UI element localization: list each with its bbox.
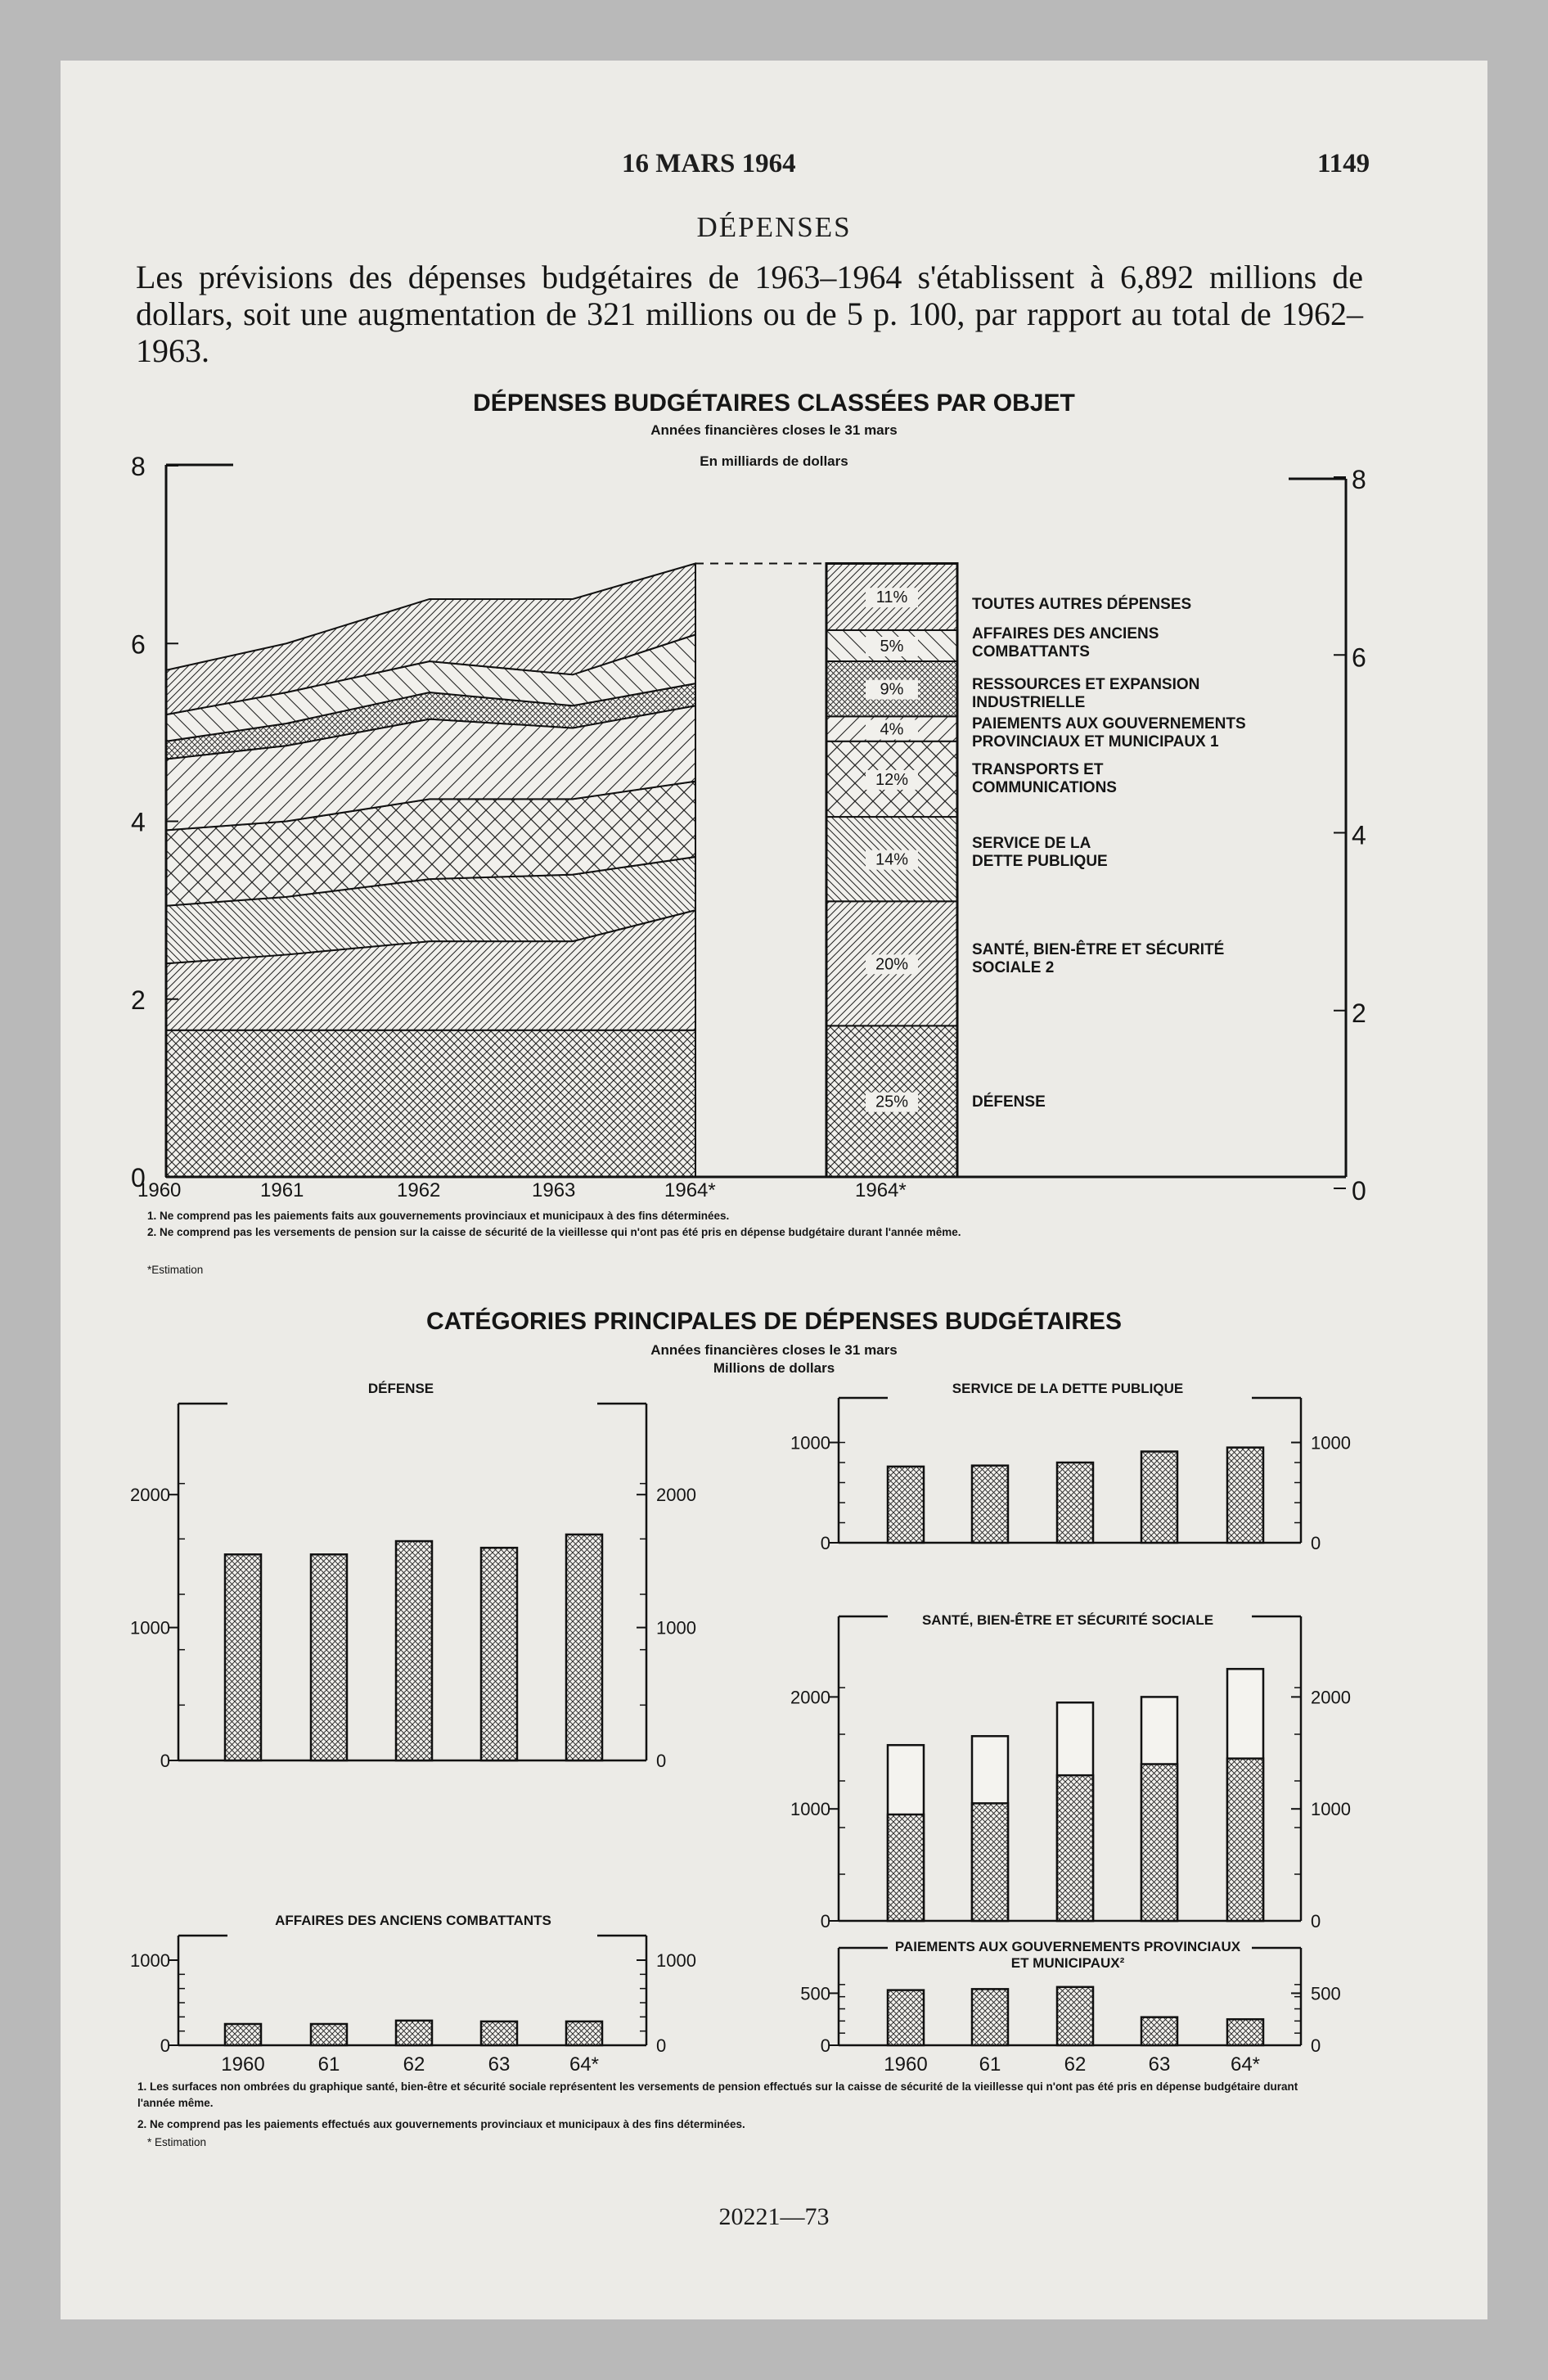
x-tick-1: 1961 [260,1179,304,1201]
chart2-footnote-1: 1. Les surfaces non ombrées du graphique santé, bien-être et sécurité sociale représentent les versements de pension effectués sur la caisse de sécurité de la vieillesse qui n'ont pas été pris en dépense budgétaire durant l'année même. [137,2080,1298,2109]
legend-label-3-0: PAIEMENTS AUX GOUVERNEMENTS [972,715,1246,732]
chart1-subtitle-unit: En milliards de dollars [700,453,848,469]
panel-anciens-combattants [130,1913,696,2056]
chart1-title: DÉPENSES BUDGÉTAIRES CLASSÉES PAR OBJET [473,390,1075,417]
panel-dette-publique-ytick-right-1000: 1000 [1311,1432,1351,1454]
panel-sante-bien-etre-ytick-right-2000: 2000 [1311,1687,1351,1708]
y-tick-right-6: 6 [1352,642,1366,673]
panel-sante-bien-etre-bar-0 [888,1814,924,1921]
x-label-left-0: 1960 [221,2053,265,2076]
legend-label-1-1: COMBATTANTS [972,643,1090,660]
panel-sante-bien-etre-bar-3 [1141,1764,1177,1921]
x-label-right-1: 61 [979,2053,1001,2076]
chart1 [131,452,1366,1206]
legend-label-3-1: PROVINCIAUX ET MUNICIPAUX 1 [972,733,1219,751]
panel-anciens-combattants-title-0: AFFAIRES DES ANCIENS COMBATTANTS [275,1913,551,1928]
bar1964-pct-0: 25% [875,1093,909,1111]
x-tick-3: 1963 [532,1179,576,1201]
bar1964-pct-7: 11% [875,588,908,607]
panel-paiements-gouvernements-ytick-left-0: 0 [820,2035,830,2056]
x-label-right-2: 62 [1064,2053,1087,2076]
x-tick-4: 1964* [664,1179,716,1201]
y-tick-right-0: 0 [1352,1176,1366,1206]
bar1964-pct-2: 14% [875,850,909,869]
x-label-left-4: 64* [569,2053,600,2076]
bar1964-pct-6: 5% [880,637,904,656]
panel-paiements-gouvernements-title-1: ET MUNICIPAUX² [1010,1955,1125,1971]
panel-anciens-combattants-bar-0 [225,2024,261,2045]
x-label-right-4: 64* [1230,2053,1261,2076]
y-tick-right-4: 4 [1352,820,1366,850]
panel-paiements-gouvernements-bar-0 [888,1990,924,2045]
panel-anciens-combattants-bar-3 [481,2022,517,2045]
chart1-areas [166,563,826,1177]
panel-defense-bar-3 [481,1548,517,1760]
chart1-legend [972,595,1246,1111]
panel-paiements-gouvernements-bar-1 [972,1989,1008,2045]
y-tick-left-0: 0 [131,1163,146,1192]
panel-paiements-gouvernements-bar-2 [1057,1987,1093,2045]
panel-anciens-combattants-ytick-left-1000: 1000 [130,1950,170,1971]
chart2-subtitle-years: Années financières closes le 31 mars [650,1342,898,1358]
header-page-number: 1149 [1317,149,1370,178]
y-tick-left-4: 4 [131,807,146,837]
y-tick-left-2: 2 [131,985,146,1015]
panel-sante-bien-etre-bar-2 [1057,1775,1093,1921]
legend-label-4-1: COMMUNICATIONS [972,779,1117,796]
panel-defense-bar-0 [225,1554,261,1760]
panel-dette-publique-bar-0 [888,1467,924,1543]
x-label-right-0: 1960 [884,2053,928,2076]
header-date: 16 MARS 1964 [622,149,796,178]
chart2-subtitle-unit: Millions de dollars [713,1360,835,1376]
legend-label-0-0: TOUTES AUTRES DÉPENSES [972,596,1192,613]
panel-dette-publique-bar-1 [972,1466,1008,1543]
x-label-left-1: 61 [317,2053,340,2076]
x-label-left-3: 63 [488,2053,511,2076]
panel-sante-bien-etre-bar-4 [1227,1759,1263,1921]
panel-defense-title-0: DÉFENSE [367,1381,434,1396]
chart2-footnote-3: * Estimation [147,2136,207,2148]
panel-dette-publique-bar-4 [1227,1448,1263,1543]
panel-sante-bien-etre [790,1612,1351,1931]
panel-defense-bar-2 [396,1541,432,1760]
panel-anciens-combattants-bar-1 [311,2024,347,2045]
chart2-title: CATÉGORIES PRINCIPALES DE DÉPENSES BUDGÉTAIRES [425,1308,1123,1335]
panel-paiements-gouvernements-bar-3 [1141,2017,1177,2045]
legend-label-2-1: INDUSTRIELLE [972,694,1086,711]
panel-paiements-gouvernements-bar-4 [1227,2019,1263,2045]
panel-sante-bien-etre-ytick-right-0: 0 [1311,1911,1321,1931]
chart1-footnote-2: 2. Ne comprend pas les versements de pension sur la caisse de sécurité de la vieillesse qui n'ont pas été pris en dépense budgétaire durant l'année même. [147,1226,961,1238]
x-tick-2: 1962 [397,1179,441,1201]
x-label-right-3: 63 [1148,2053,1171,2076]
chart1-footnote-3: *Estimation [147,1264,204,1276]
area-series-0 [166,1030,695,1177]
section-title: DÉPENSES [696,211,852,243]
chart2-footnote-2: 2. Ne comprend pas les paiements effectués aux gouvernements provinciaux et municipaux à des fins déterminées. [137,2118,745,2130]
intro-paragraph: Les prévisions des dépenses budgétaires de 1963–1964 s'établissent à 6,892 millions de dollars, soit une augmentation de 321 millions ou de 5 p. 100, par rapport au total de 1962–1963. [136,259,1363,369]
panel-defense-bar-4 [566,1535,602,1760]
legend-label-2-0: RESSOURCES ET EXPANSION [972,676,1200,693]
legend-label-1-0: AFFAIRES DES ANCIENS [972,625,1159,642]
panel-sante-bien-etre-ytick-left-2000: 2000 [790,1687,830,1708]
panel-dette-publique [790,1381,1351,1553]
legend-label-5-1: DETTE PUBLIQUE [972,853,1108,870]
panel-dette-publique-title-0: SERVICE DE LA DETTE PUBLIQUE [952,1381,1184,1396]
bar1964-pct-4: 4% [880,720,904,739]
panel-anciens-combattants-bar-2 [396,2021,432,2045]
panel-paiements-gouvernements-title-0: PAIEMENTS AUX GOUVERNEMENTS PROVINCIAUX [894,1939,1241,1954]
panel-sante-bien-etre-bar-1 [972,1803,1008,1921]
panel-defense-ytick-left-1000: 1000 [130,1617,170,1639]
chart2-panels [130,1381,1351,2076]
panel-dette-publique-ytick-left-0: 0 [820,1533,830,1553]
panel-defense-ytick-right-1000: 1000 [656,1617,696,1639]
panel-anciens-combattants-ytick-right-0: 0 [656,2035,667,2056]
panel-dette-publique-ytick-right-0: 0 [1311,1533,1321,1553]
chart1-footnote-1: 1. Ne comprend pas les paiements faits aux gouvernements provinciaux et municipaux à des fins déterminées. [147,1210,730,1222]
panel-defense-ytick-left-2000: 2000 [130,1485,170,1506]
panel-sante-bien-etre-ytick-left-0: 0 [820,1911,830,1931]
x-tick-0: 1960 [137,1179,182,1201]
panel-defense-ytick-left-0: 0 [160,1751,170,1771]
y-tick-left-6: 6 [131,629,146,660]
panel-defense-bar-1 [311,1554,347,1760]
panel-anciens-combattants-bar-4 [566,2022,602,2045]
panel-dette-publique-bar-3 [1141,1452,1177,1543]
panel-paiements-gouvernements-ytick-right-0: 0 [1311,2035,1321,2056]
panel-paiements-gouvernements-ytick-right-500: 500 [1311,1983,1341,2004]
legend-label-6-1: SOCIALE 2 [972,959,1055,976]
bar1964-pct-1: 20% [875,955,909,974]
panel-defense-ytick-right-0: 0 [656,1751,667,1771]
chart1-subtitle-years: Années financières closes le 31 mars [650,422,898,438]
panel-sante-bien-etre-title-0: SANTÉ, BIEN-ÊTRE ET SÉCURITÉ SOCIALE [921,1612,1214,1628]
panel-paiements-gouvernements-ytick-left-500: 500 [800,1983,830,2004]
x-tick-5: 1964* [855,1179,907,1201]
panel-paiements-gouvernements [800,1939,1340,2056]
legend-label-4-0: TRANSPORTS ET [972,761,1104,778]
legend-label-5-0: SERVICE DE LA [972,835,1091,852]
page-code: 20221—73 [718,2203,830,2230]
panel-defense-ytick-right-2000: 2000 [656,1485,696,1506]
y-tick-left-8: 8 [131,452,146,481]
panel-defense [130,1381,696,1771]
chart1-bar-1964 [826,563,957,1177]
y-tick-right-2: 2 [1352,998,1366,1028]
panel-dette-publique-ytick-left-1000: 1000 [790,1432,830,1454]
x-label-left-2: 62 [403,2053,425,2076]
panel-anciens-combattants-ytick-right-1000: 1000 [656,1950,696,1971]
panel-sante-bien-etre-ytick-right-1000: 1000 [1311,1799,1351,1820]
legend-label-6-0: SANTÉ, BIEN-ÊTRE ET SÉCURITÉ [972,941,1225,958]
y-tick-right-8: 8 [1352,465,1366,494]
bar1964-pct-3: 12% [875,770,909,789]
panel-anciens-combattants-ytick-left-0: 0 [160,2035,170,2056]
bar1964-pct-5: 9% [880,680,904,699]
legend-label-7-0: DÉFENSE [972,1093,1046,1111]
panel-sante-bien-etre-ytick-left-1000: 1000 [790,1799,830,1820]
panel-dette-publique-bar-2 [1057,1463,1093,1543]
